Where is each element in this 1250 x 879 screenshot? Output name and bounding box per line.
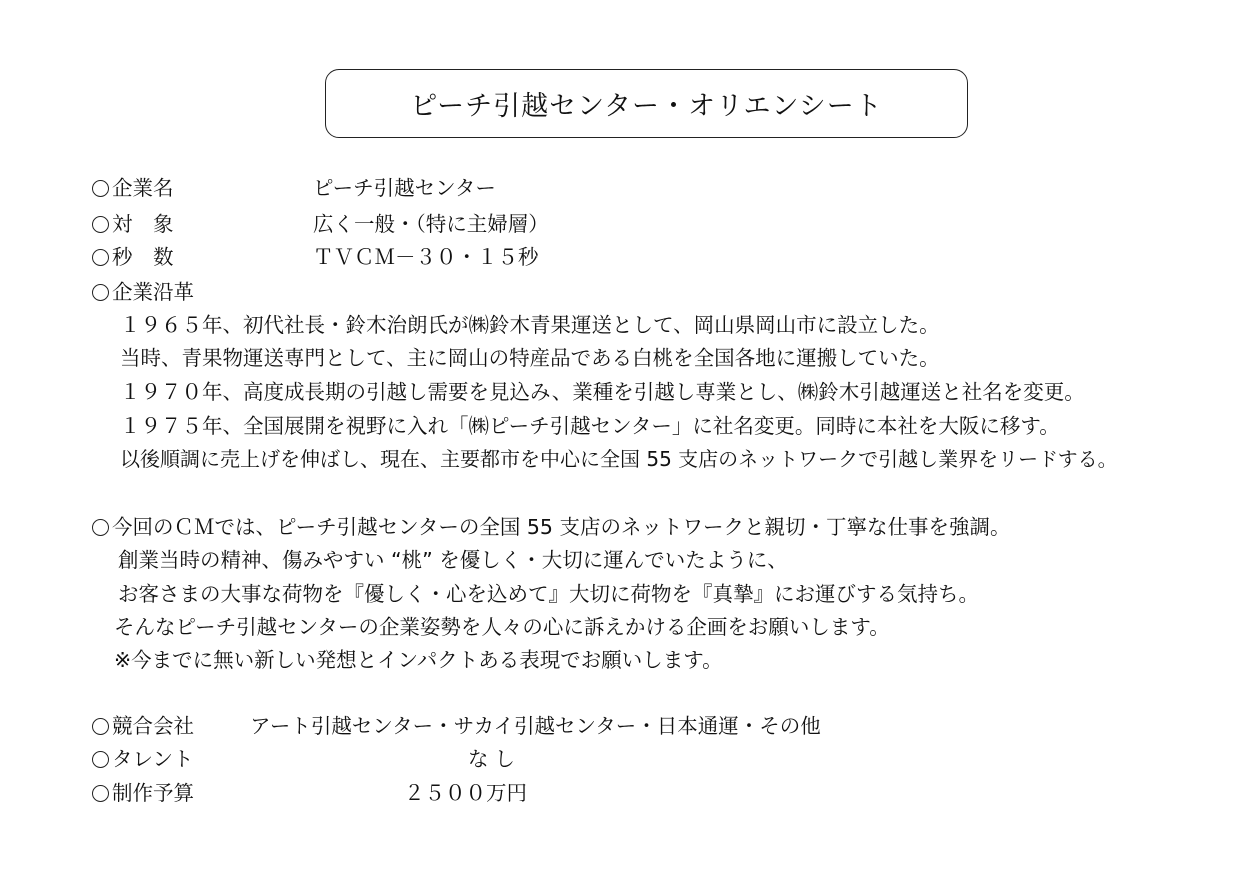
history-line: １９７０年、高度成長期の引越し需要を見込み、業種を引越し専業とし、㈱鈴木引越運送と社名を変更。	[120, 380, 1085, 404]
circle-bullet-icon	[92, 718, 109, 735]
competitors-value: アート引越センター・サカイ引越センター・日本通運・その他	[250, 714, 821, 738]
circle-bullet-icon	[92, 284, 109, 301]
seconds-value: ＴＶＣＭ－３０・１５秒	[313, 245, 539, 269]
target-value: 広く一般・（特に主婦層）	[313, 212, 549, 236]
cm-row	[92, 512, 1010, 542]
company-value: ピーチ引越センター	[313, 176, 496, 200]
page-title: ピーチ引越センター・オリエンシート	[410, 91, 883, 122]
history-line: 以後順調に売上げを伸ばし、現在、主要都市を中心に全国 55 支店のネットワークで引越し業界をリードする。	[120, 447, 1118, 471]
budget-row	[92, 778, 194, 808]
cm-line: 今回のＣＭでは、ピーチ引越センターの全国 55 支店のネットワークと親切・丁寧な仕事を強調。	[112, 515, 1011, 539]
budget-value: ２５００万円	[404, 781, 527, 805]
seconds-label: 秒 数	[112, 245, 174, 269]
circle-bullet-icon	[92, 519, 109, 536]
cm-line: お客さまの大事な荷物を『優しく・心を込めて』大切に荷物を『真摯』にお運びする気持ち。	[118, 582, 979, 606]
talent-row	[92, 744, 194, 774]
circle-bullet-icon	[92, 785, 109, 802]
circle-bullet-icon	[92, 180, 109, 197]
history-line: 当時、青果物運送専門として、主に岡山の特産品である白桃を全国各地に運搬していた。	[120, 346, 940, 370]
competitors-row	[92, 711, 194, 741]
company-label: 企業名	[112, 176, 174, 200]
circle-bullet-icon	[92, 249, 109, 266]
cm-note: ※今までに無い新しい発想とインパクトある表現でお願いします。	[114, 648, 723, 672]
budget-label: 制作予算	[112, 781, 194, 805]
history-row	[92, 277, 194, 307]
title-box	[325, 69, 968, 138]
history-label: 企業沿革	[112, 280, 194, 304]
talent-value: なし	[468, 747, 521, 771]
seconds-row	[92, 242, 174, 272]
target-row	[92, 209, 174, 239]
history-line: １９７５年、全国展開を視野に入れ「㈱ピーチ引越センター」に社名変更。同時に本社を大阪に移す。	[120, 414, 1060, 438]
talent-label: タレント	[112, 747, 194, 771]
cm-line: そんなピーチ引越センターの企業姿勢を人々の心に訴えかける企画をお願いします。	[114, 615, 890, 639]
cm-line: 創業当時の精神、傷みやすい “桃” を優しく・大切に運んでいたように、	[118, 548, 788, 572]
history-line: １９６５年、初代社長・鈴木治朗氏が㈱鈴木青果運送として、岡山県岡山市に設立した。	[120, 313, 940, 337]
circle-bullet-icon	[92, 216, 109, 233]
circle-bullet-icon	[92, 751, 109, 768]
target-label: 対 象	[112, 212, 174, 236]
competitors-label: 競合会社	[112, 714, 194, 738]
company-row	[92, 173, 174, 203]
